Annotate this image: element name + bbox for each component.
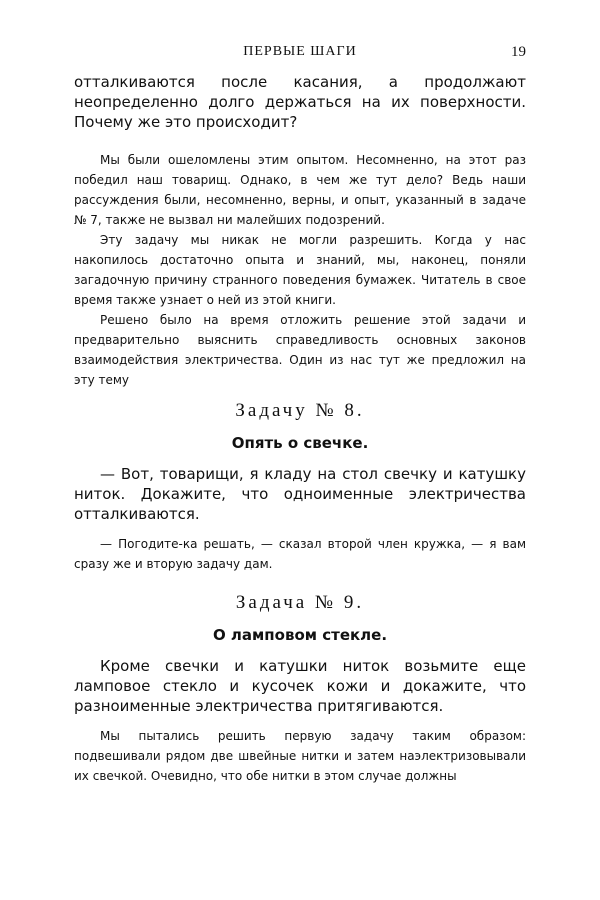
body-paragraph-1: Мы были ошеломлены этим опытом. Несомненно, на этот раз победил наш товарищ. Однако, в чем же тут дело? Ведь наши рассуждения были, несомненно, верны, и опыт, указанный в задаче № 7, также не вызвал ни малейших подозрений. [74, 153, 526, 227]
book-page [74, 44, 526, 864]
body-paragraph-3: Решено было на время отложить решение этой задачи и предварительно выяснить справедливость основных законов взаимодействия электричества. Один из нас тут же предложил на эту тему [74, 313, 526, 387]
problem-9-heading: Задача № 9. [235, 592, 365, 613]
problem-9-title: О ламповом стекле. [212, 626, 388, 644]
body-paragraph-2: Эту задачу мы никак не могли разрешить. Когда у нас накопилось достаточно опыта и знаний, мы, наконец, поняли загадочную причину странного поведения бумажек. Читатель в свое время также узнает о ней из этой книги. [74, 233, 526, 307]
problem-9-text: Кроме свечки и катушки ниток возьмите еще ламповое стекло и кусочек кожи и докажите, что разноименные электричества притягиваются. [74, 657, 526, 715]
page-number: 19 [511, 44, 526, 60]
problem-8-reply: — Погодите-ка решать, — сказал второй член кружка, — я вам сразу же и вторую задачу дам. [74, 537, 526, 571]
problem-8-heading: Задачу № 8. [235, 400, 365, 421]
body-paragraph-4: Мы пытались решить первую задачу таким образом: подвешивали рядом две швейные нитки и затем наэлектризовывали их свечкой. Очевидно, что обе нитки в этом случае должны [74, 729, 526, 783]
continued-paragraph: отталкиваются после касания, а продолжают неопределенно долго держаться на их поверхности. Почему же это происходит? [74, 73, 526, 131]
running-title: ПЕРВЫЕ ШАГИ [243, 44, 357, 59]
running-head [74, 44, 526, 72]
problem-8-title: Опять о свечке. [231, 434, 369, 452]
problem-8-text: — Вот, товарищи, я кладу на стол свечку и катушку ниток. Докажите, что одноименные электричества отталкиваются. [74, 465, 526, 523]
